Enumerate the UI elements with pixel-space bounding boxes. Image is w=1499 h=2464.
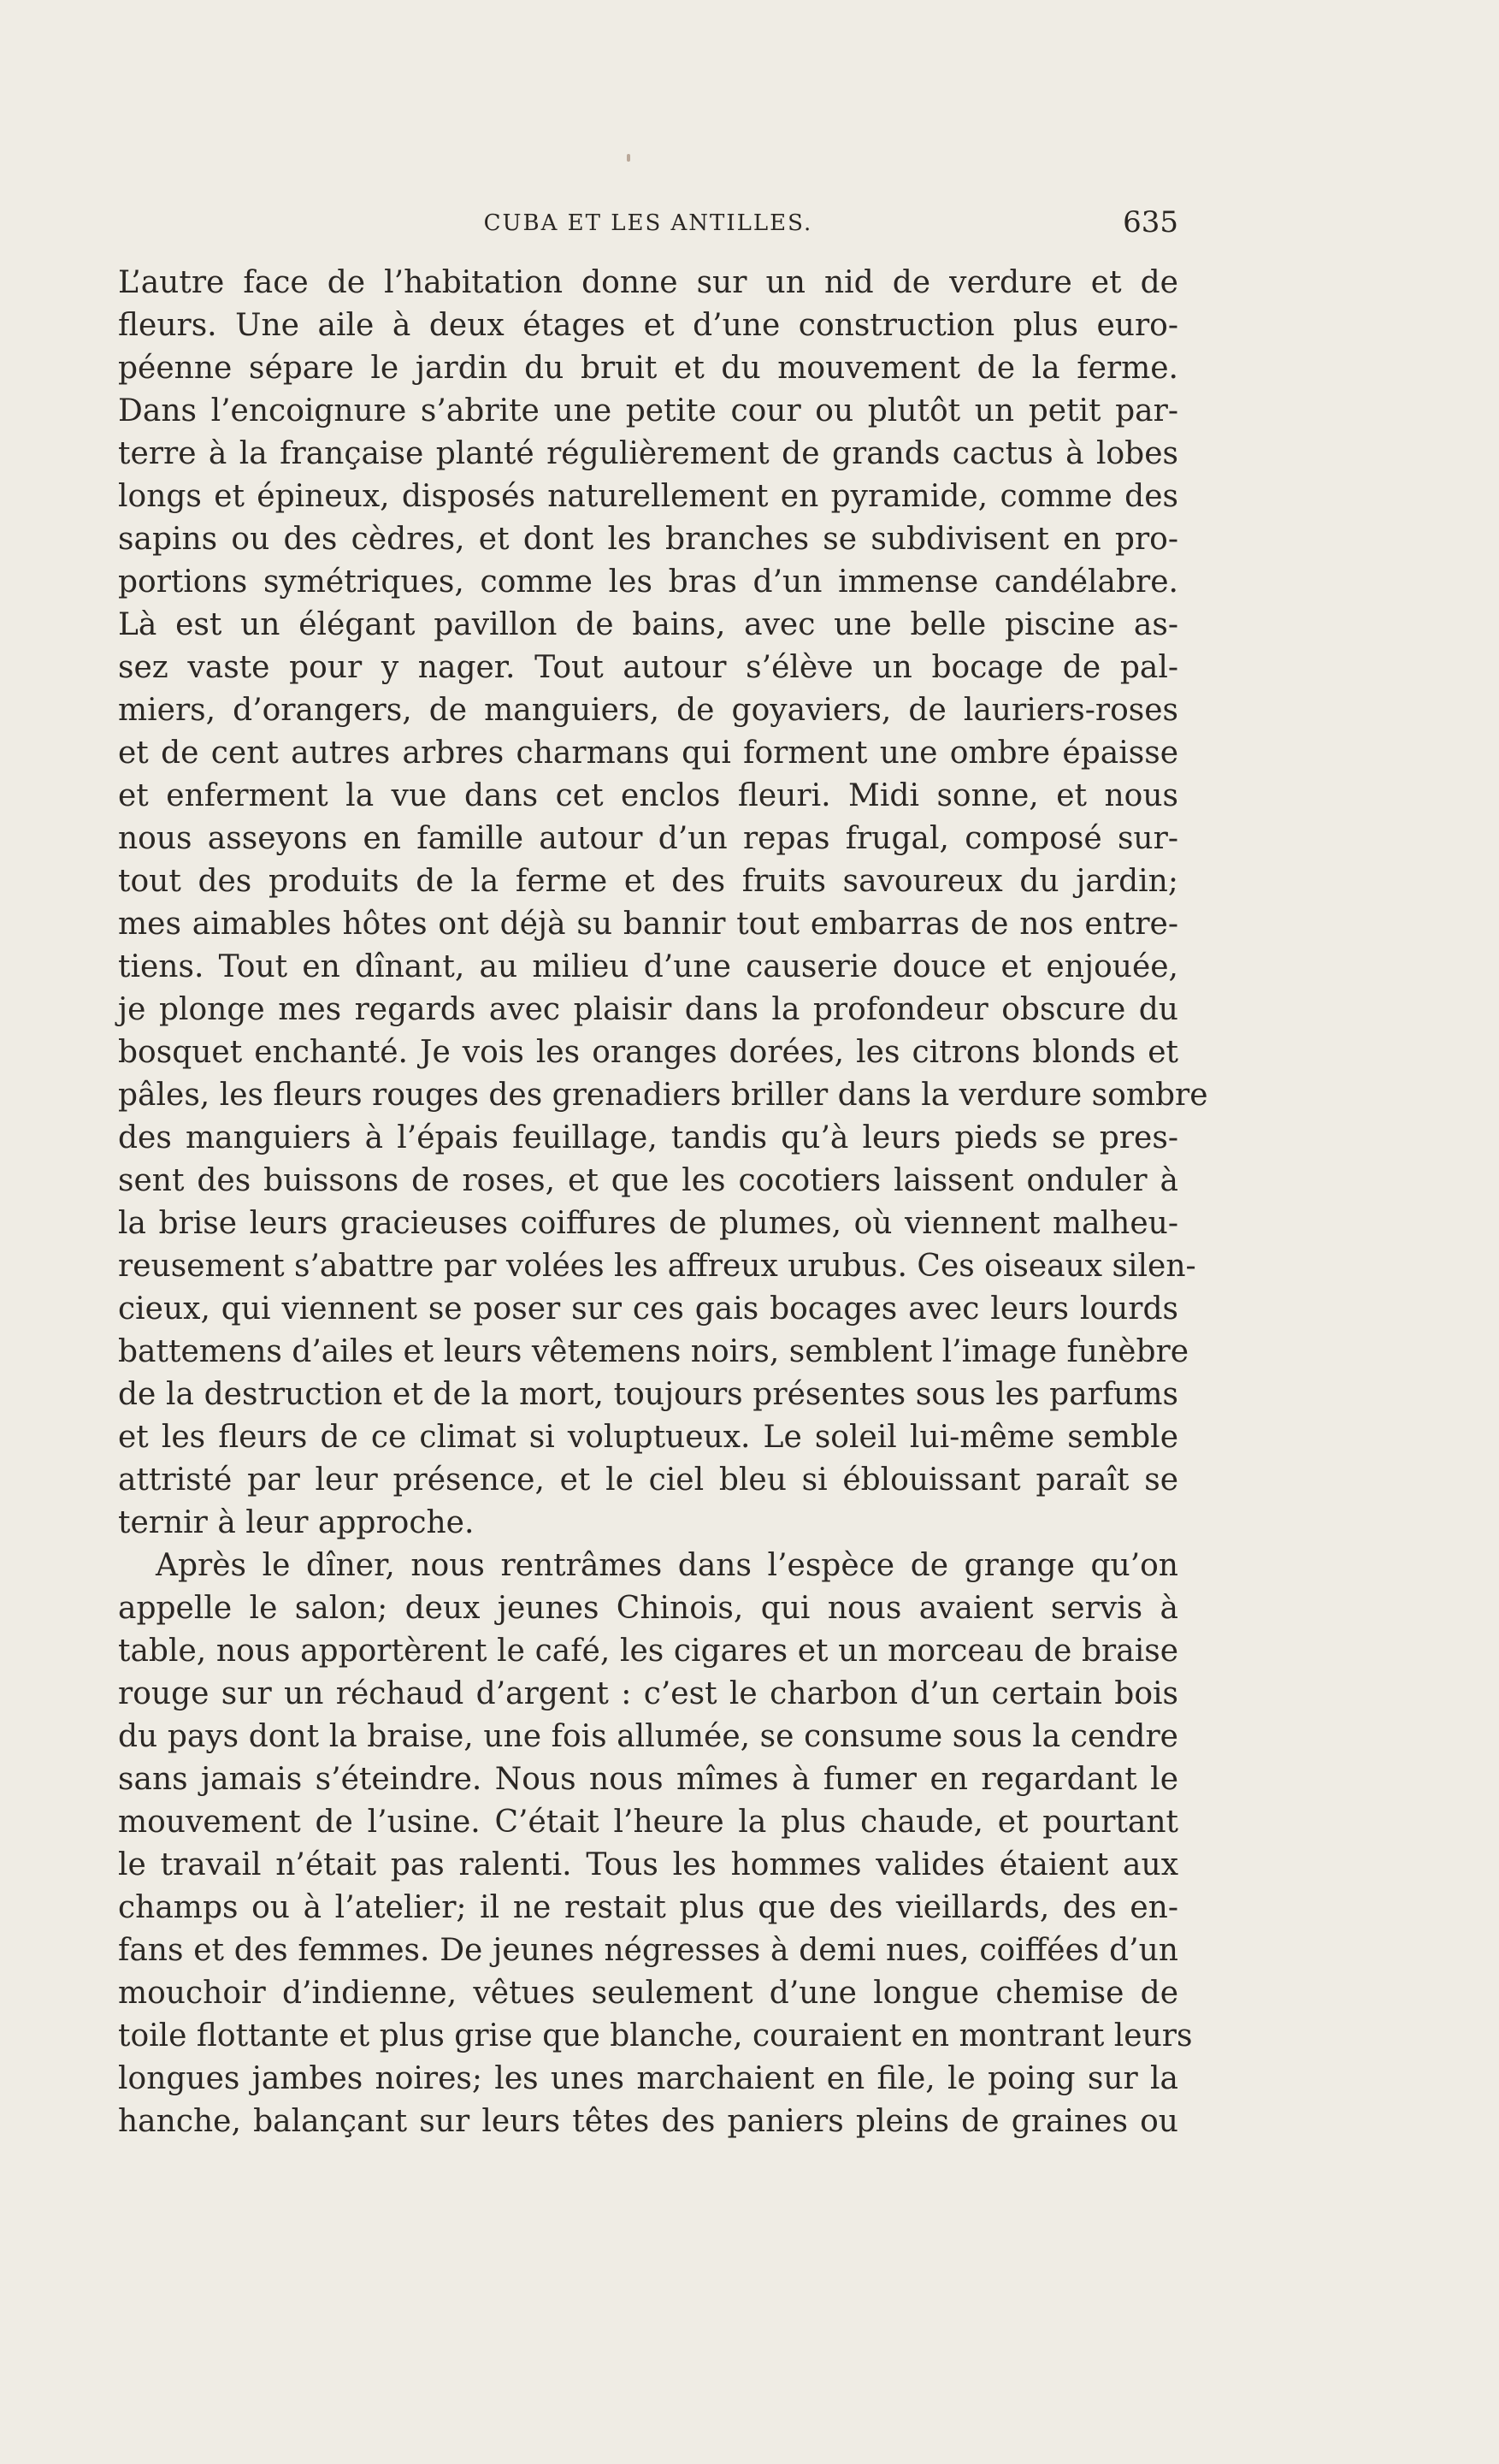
text-line: fleurs. Une aile à deux étages et d’une construction plus euro-	[118, 308, 1178, 343]
text-line: longs et épineux, disposés naturellement en pyramide, comme des	[118, 479, 1178, 514]
text-line: des manguiers à l’épais feuillage, tandis qu’à leurs pieds se pres-	[118, 1120, 1178, 1155]
text-line: sent des buissons de roses, et que les cocotiers laissent onduler à	[118, 1163, 1178, 1198]
text-line: toile flottante et plus grise que blanche, couraient en montrant leurs	[118, 2018, 1193, 2053]
text-line: péenne sépare le jardin du bruit et du mouvement de la ferme.	[118, 351, 1178, 386]
text-line: terre à la française planté régulièrement de grands cactus à lobes	[118, 436, 1178, 471]
text-line: sans jamais s’éteindre. Nous nous mîmes à fumer en regardant le	[118, 1762, 1178, 1797]
text-line: miers, d’orangers, de manguiers, de goyaviers, de lauriers-roses	[118, 693, 1178, 728]
text-line: portions symétriques, comme les bras d’un immense candélabre.	[118, 564, 1178, 600]
text-line: appelle le salon; deux jeunes Chinois, qui nous avaient servis à	[118, 1591, 1178, 1626]
text-line: tout des produits de la ferme et des fruits savoureux du jardin;	[118, 864, 1178, 899]
text-line: du pays dont la braise, une fois allumée, se consume sous la cendre	[118, 1719, 1178, 1754]
running-head	[118, 204, 1178, 241]
text-line: sapins ou des cèdres, et dont les branches se subdivisent en pro-	[118, 522, 1178, 557]
paper-speck	[627, 154, 630, 162]
text-line: et de cent autres arbres charmans qui forment une ombre épaisse	[118, 736, 1178, 771]
text-line: et enferment la vue dans cet enclos fleuri. Midi sonne, et nous	[118, 778, 1178, 813]
text-line: longues jambes noires; les unes marchaient en file, le poing sur la	[118, 2061, 1178, 2096]
text-line: Après le dîner, nous rentrâmes dans l’espèce de grange qu’on	[156, 1548, 1178, 1583]
text-line: le travail n’était pas ralenti. Tous les hommes valides étaient aux	[118, 1847, 1178, 1882]
text-line: je plonge mes regards avec plaisir dans la profondeur obscure du	[118, 992, 1178, 1027]
text-line: table, nous apportèrent le café, les cigares et un morceau de braise	[118, 1634, 1178, 1669]
text-line: cieux, qui viennent se poser sur ces gais bocages avec leurs lourds	[118, 1291, 1178, 1327]
text-line: sez vaste pour y nager. Tout autour s’élève un bocage de pal-	[118, 650, 1178, 685]
text-line: fans et des femmes. De jeunes négresses à demi nues, coiffées d’un	[118, 1933, 1178, 1968]
text-line: nous asseyons en famille autour d’un repas frugal, composé sur-	[118, 821, 1178, 856]
running-title: CUBA ET LES ANTILLES.	[483, 210, 813, 236]
text-line: rouge sur un réchaud d’argent : c’est le charbon d’un certain bois	[118, 1676, 1178, 1711]
text-line: la brise leurs gracieuses coiffures de plumes, où viennent malheu-	[118, 1206, 1178, 1241]
text-line: Dans l’encoignure s’abrite une petite cour ou plutôt un petit par-	[118, 393, 1178, 428]
text-line: reusement s’abattre par volées les affreux urubus. Ces oiseaux silen-	[118, 1249, 1196, 1284]
text-line: Là est un élégant pavillon de bains, avec une belle piscine as-	[118, 607, 1178, 642]
text-line: battemens d’ailes et leurs vêtemens noirs, semblent l’image funèbre	[118, 1334, 1189, 1369]
text-line: pâles, les fleurs rouges des grenadiers briller dans la verdure sombre	[118, 1078, 1208, 1113]
text-line: champs ou à l’atelier; il ne restait plus que des vieillards, des en-	[118, 1890, 1178, 1925]
text-line: ternir à leur approche.	[118, 1505, 475, 1540]
text-line: mouchoir d’indienne, vêtues seulement d’une longue chemise de	[118, 1976, 1178, 2011]
text-line: bosquet enchanté. Je vois les oranges dorées, les citrons blonds et	[118, 1035, 1178, 1070]
text-line: mes aimables hôtes ont déjà su bannir tout embarras de nos entre-	[118, 907, 1178, 942]
body-text	[118, 262, 1208, 2143]
text-line: de la destruction et de la mort, toujours présentes sous les parfums	[118, 1377, 1178, 1412]
text-line: et les fleurs de ce climat si voluptueux. Le soleil lui-même semble	[118, 1420, 1178, 1455]
text-line: L’autre face de l’habitation donne sur un nid de verdure et de	[118, 265, 1178, 300]
text-line: tiens. Tout en dînant, au milieu d’une causerie douce et enjouée,	[118, 949, 1178, 984]
text-line: mouvement de l’usine. C’était l’heure la plus chaude, et pourtant	[118, 1805, 1178, 1840]
page-number: 635	[1123, 205, 1178, 239]
text-line: hanche, balançant sur leurs têtes des paniers pleins de graines ou	[118, 2104, 1178, 2139]
text-line: attristé par leur présence, et le ciel bleu si éblouissant paraît se	[118, 1462, 1178, 1498]
